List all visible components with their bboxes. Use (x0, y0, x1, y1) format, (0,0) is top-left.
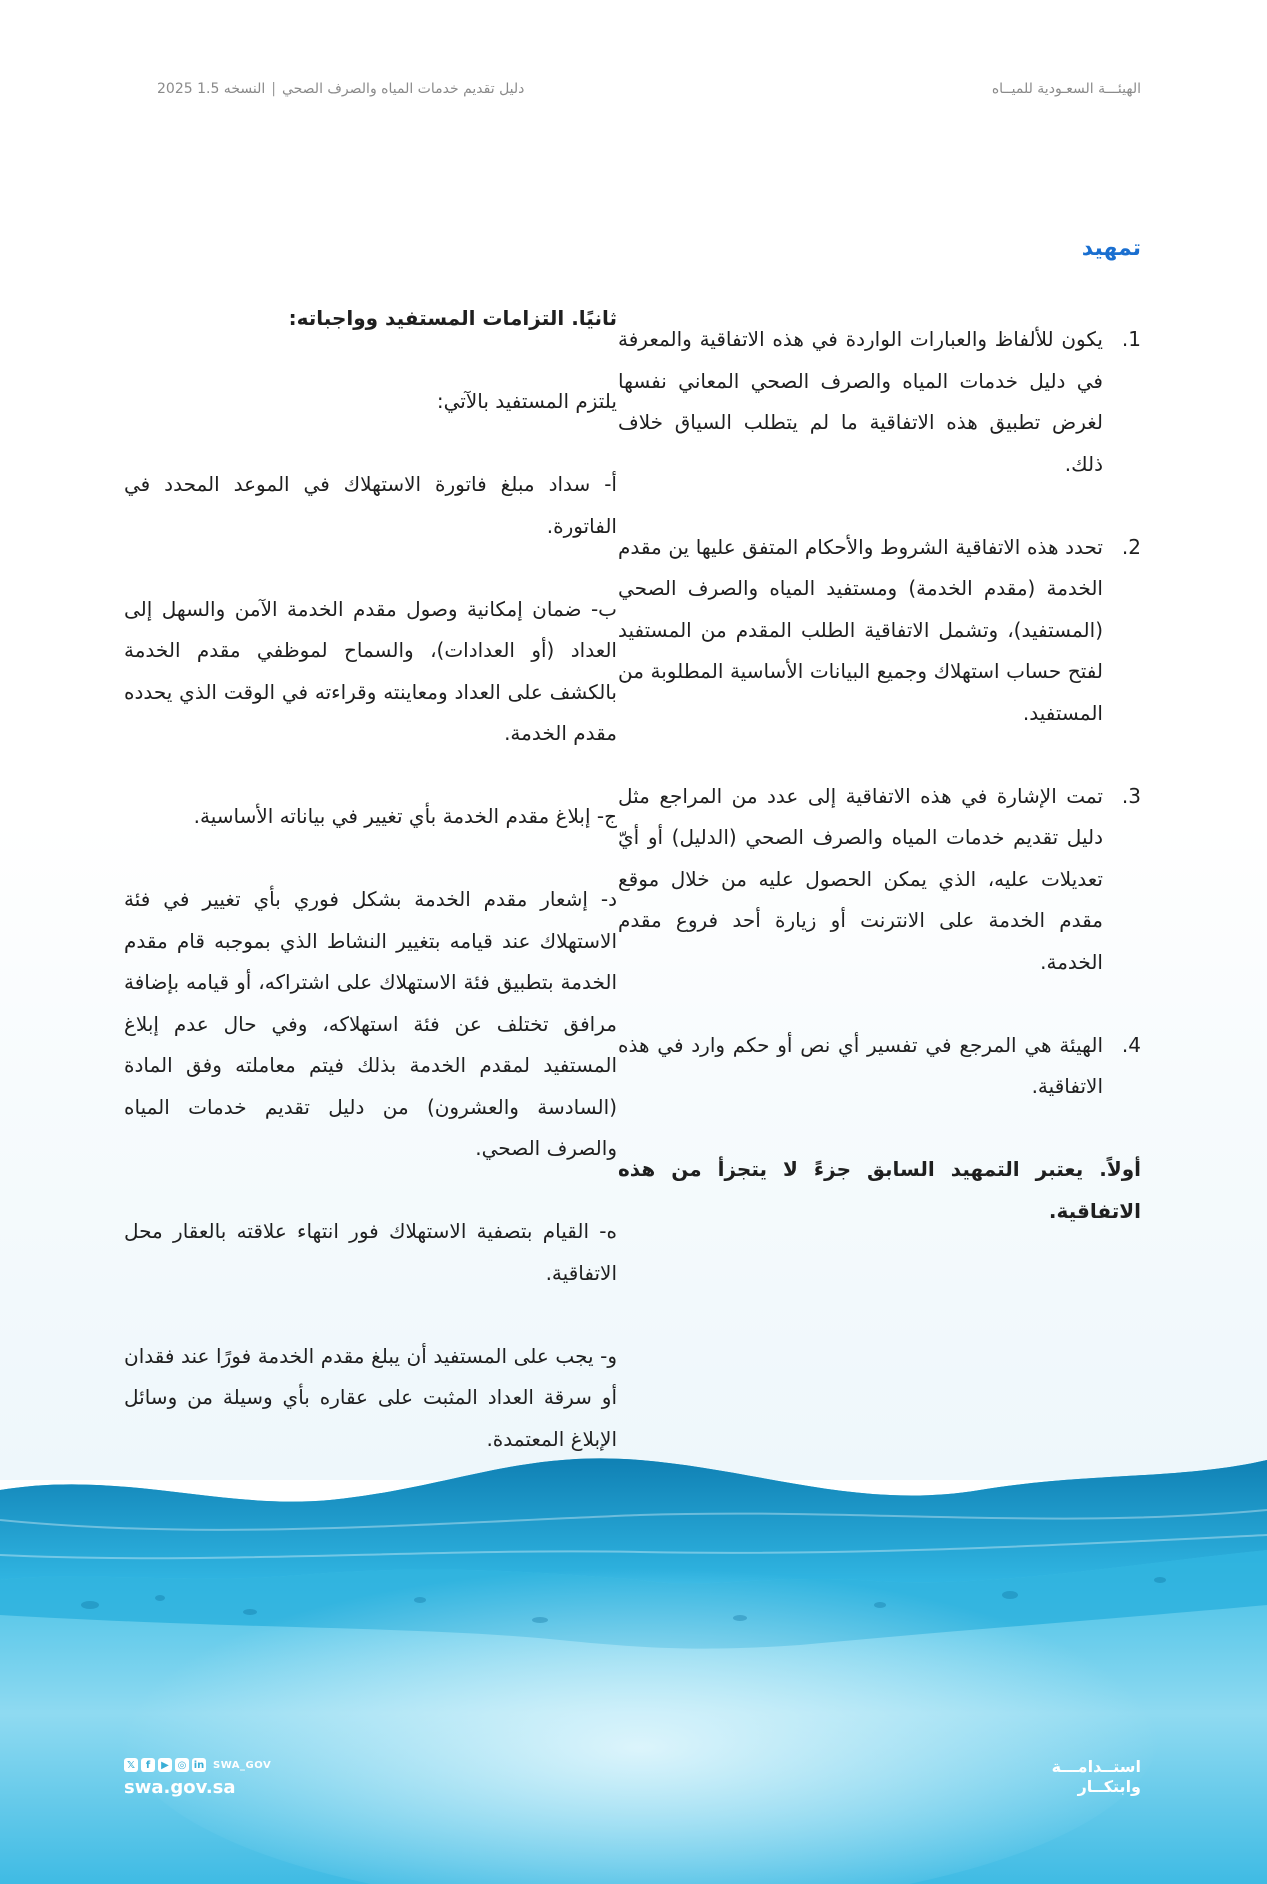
obligation-item: د- إشعار مقدم الخدمة بشكل فوري بأي تغيير في فئة الاستهلاك عند قيامه بتغيير النشاط الذي بموجبه قام مقدم الخدمة بتطبيق فئة الاستهلاك على اشتراكه، أو قيامه بإضافة مرافق تختلف عن فئة استهلاكه، وفي حال عدم إبلاغ المستفيد لمقدم الخدمة بذلك فيتم معاملته وفق المادة (السادسة والعشرون) من دليل تقديم خدمات المياه والصرف الصحي. (124, 887, 617, 1160)
intro-item (618, 1025, 1141, 1108)
intro-item (618, 527, 1141, 735)
linkedin-icon[interactable]: in (193, 1759, 205, 1771)
intro-item-text: تحدد هذه الاتفاقية الشروط والأحكام المتفق عليها ين مقدم الخدمة (مقدم الخدمة) ومستفيد المياه والصرف الصحي (المستفيد)، وتشمل الاتفاقية الطلب المقدم من المستفيد لفتح حساب استهلاك وجميع البيانات الأساسية المطلوبة من المستفيد. (618, 534, 1103, 725)
intro-item-number: 3. (1121, 783, 1141, 808)
intro-heading: تمهيد (1081, 236, 1141, 261)
intro-item (618, 776, 1141, 984)
slogan-line-2: وابتكــار (1077, 1777, 1141, 1796)
intro-item-number: 1. (1121, 327, 1141, 351)
obligation-item: ه- القيام بتصفية الاستهلاك فور انتهاء علاقته بالعقار محل الاتفاقية. (124, 1219, 617, 1285)
intro-item (618, 319, 1141, 485)
obligations-column (124, 298, 617, 1502)
header-document-title: دليل تقديم خدمات المياه والصرف الصحي (281, 81, 525, 97)
obligation-item: ب- ضمان إمكانية وصول مقدم الخدمة الآمن والسهل إلى العداد (أو العدادات)، والسماح لموظفي مقدم الخدمة بالكشف على العداد ومعاينته وقراءته في الوقت الذي يحدده مقدم الخدمة. (124, 596, 617, 745)
intro-item-number: 2. (1121, 534, 1141, 559)
intro-item-text: تمت الإشارة في هذه الاتفاقية إلى عدد من المراجع مثل دليل تقديم خدمات المياه والصرف الصحي (الدليل) أو أيّ تعديلات عليه، الذي يمكن الحصول عليه من خلال موقع مقدم الخدمة على الانترنت أو زيارة أحد فروع مقدم الخدمة. (618, 783, 1103, 974)
header-document-info (157, 81, 524, 97)
intro-item-number: 4. (1121, 1032, 1141, 1057)
obligations-heading: ثانيًا. التزامات المستفيد وواجباته: (288, 306, 617, 330)
website-link[interactable]: swa.gov.sa (124, 1777, 236, 1798)
footer-contact (124, 1757, 271, 1798)
footer-slogan (1052, 1757, 1141, 1797)
header-separator: | (271, 81, 276, 97)
instagram-icon[interactable]: ◎ (175, 1758, 189, 1772)
social-links (124, 1757, 271, 1773)
obligation-item: و- يجب على المستفيد أن يبلغ مقدم الخدمة فورًا عند فقدان أو سرقة العداد المثبت على عقاره بأي وسيلة من وسائل الإبلاغ المعتمدة. (124, 1343, 617, 1451)
intro-item-text: يكون للألفاظ والعبارات الواردة في هذه الاتفاقية والمعرفة في دليل خدمات المياه والصرف الصحي المعاني نفسها لغرض تطبيق هذه الاتفاقية ما لم يتطلب السياق خلاف ذلك. (618, 327, 1103, 476)
intro-column (618, 319, 1141, 1232)
x-icon[interactable]: 𝕏 (124, 1758, 138, 1772)
header-org-name: الهيئـــة السعـودية للميــاه (991, 81, 1141, 97)
header-version: النسخه 1.5 2025 (157, 81, 266, 97)
slogan-line-1: استــدامـــة (1051, 1757, 1141, 1776)
obligations-lead: يلتزم المستفيد بالآتي: (436, 389, 617, 413)
obligation-item: ج- إبلاغ مقدم الخدمة بأي تغيير في بياناته الأساسية. (193, 804, 617, 828)
intro-item-text: الهيئة هي المرجع في تفسير أي نص أو حكم وارد في هذه الاتفاقية. (618, 1032, 1103, 1098)
youtube-icon[interactable]: ▶ (158, 1758, 172, 1772)
obligation-item: أ- سداد مبلغ فاتورة الاستهلاك في الموعد المحدد في الفاتورة. (124, 472, 617, 538)
first-clause: أولاً. يعتبر التمهيد السابق جزءً لا يتجزأ من هذه الاتفاقية. (618, 1157, 1141, 1223)
facebook-icon[interactable]: f (141, 1758, 155, 1772)
social-handle: SWA_GOV (213, 1759, 272, 1771)
